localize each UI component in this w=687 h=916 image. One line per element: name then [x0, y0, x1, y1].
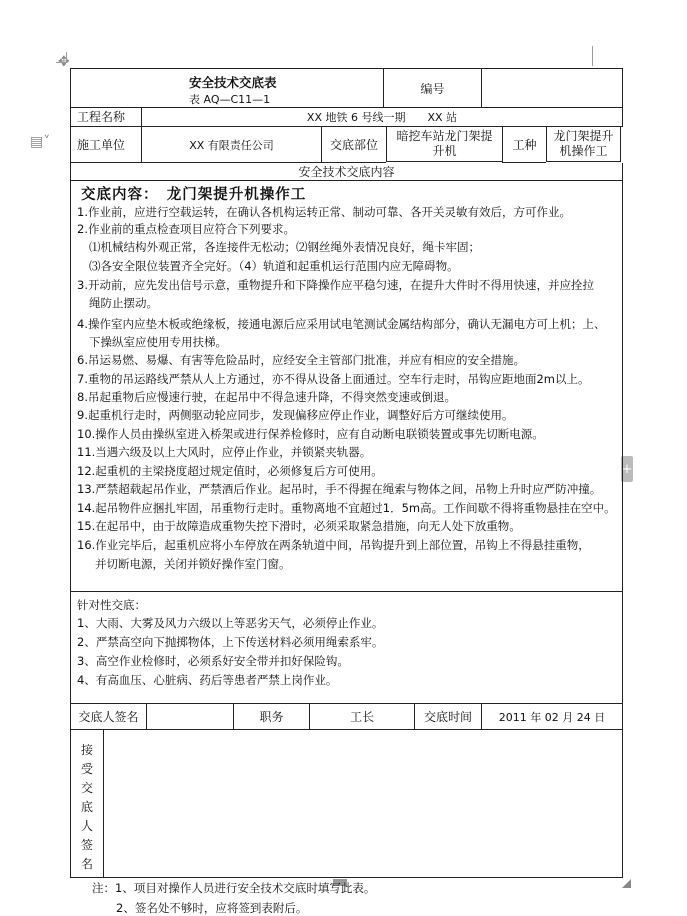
receiver-char: 名	[81, 857, 94, 871]
project-value[interactable]: XX 地铁 6 号线一期 XX 站	[141, 107, 623, 127]
signer-label: 交底人签名	[70, 703, 146, 730]
signer-value[interactable]	[146, 703, 233, 730]
header-title-cell	[70, 68, 383, 108]
receiver-char: 底	[81, 800, 94, 814]
targeted-title: 针对性交底：	[77, 598, 146, 612]
content-line: 3.开动前，应先发出信号示意，重物提升和下降操作应平稳匀速，在提升大件时不得用快速，并应拴拉	[77, 278, 594, 292]
content-line: 7.重物的吊运路线严禁从人上方通过，亦不得从设备上面通过。空车行走时，吊钩应距地面2m以上。	[77, 372, 590, 386]
content-line: 6.吊运易燃、易爆、有害等危险品时，应经安全主管部门批准，并应有相应的安全措施。	[77, 353, 525, 367]
time-value[interactable]: 2011 年 02 月 24 日	[481, 703, 623, 730]
content-line: 4.操作室内应垫木板或绝缘板，接通电源后应采用试电笔测试金属结构部分，确认无漏电方可上机；上、	[77, 317, 606, 331]
content-line: 12.起重机的主梁挠度超过规定值时，必须修复后方可使用。	[77, 464, 383, 478]
content-line: 16.作业完毕后，起重机应将小车停放在两条轨道中间，吊钩提升到上部位置，吊钩上不得悬挂重物，	[77, 538, 590, 552]
project-label: 工程名称	[70, 107, 141, 127]
content-body	[70, 181, 623, 591]
content-line: 11.当遇六级及以上大风时，应停止作业，并锁紧夹轨器。	[77, 445, 372, 459]
content-line: 并切断电源，关闭并锁好操作室门窗。	[95, 557, 291, 571]
content-line: 13.严禁超载起吊作业，严禁酒后作业。起吊时，手不得握在绳索与物体之间，吊物上升时应严防冲撞。	[77, 482, 602, 496]
paste-options-icon[interactable]: ▤˅	[30, 134, 51, 150]
content-line: 1.作业前，应进行空载运转，在确认各机构运转正常、制动可靠、各开关灵敏有效后，方可作业。	[77, 205, 571, 219]
content-line: 9.起重机行走时，两侧驱动轮应同步，发现偏移应停止作业，调整好后方可继续使用。	[77, 408, 514, 422]
content-line: 14.起吊物件应捆扎牢固，吊重物行走时。重物离地不宜超过1．5m高。工作间歇不得将重物悬挂在空中。	[77, 501, 616, 515]
position-value[interactable]: 工长	[309, 703, 414, 730]
receiver-char: 接	[81, 743, 94, 757]
receiver-char: 人	[81, 819, 94, 833]
content-line: ⑴机械结构外观正常，各连接件无松动；⑵钢丝绳外表情况良好，绳卡牢固；	[89, 240, 480, 254]
form-title: 安全技术交底表	[189, 75, 277, 90]
trade-value[interactable]: 龙门架提升机操作工	[546, 127, 621, 162]
side-expand-icon[interactable]: +	[621, 456, 633, 482]
form-code: 表 AQ—C11—1	[189, 93, 271, 106]
number-value[interactable]	[481, 68, 623, 108]
resize-handle-icon[interactable]	[622, 879, 631, 888]
unit-label: 施工单位	[70, 127, 141, 163]
crop-mark-top-right	[592, 46, 603, 66]
content-line: 15.在起吊中，由于故障造成重物失控下滑时，必须采取紧急措施，向无人处下放重物。	[77, 519, 521, 533]
number-label: 编号	[383, 68, 481, 108]
part-label: 交底部位	[321, 127, 386, 163]
receiver-char: 签	[81, 838, 94, 852]
content-line: ⑶各安全限位装置齐全完好。（4）轨道和起重机运行范围内应无障碍物。	[89, 259, 459, 273]
targeted-line: 1、大雨、大雾及风力六级以上等恶劣天气，必须停止作业。	[77, 616, 384, 630]
move-handle-icon[interactable]: ✥	[58, 54, 70, 70]
targeted-line: 3、高空作业检修时，必须系好安全带并扣好保险钩。	[77, 654, 349, 668]
content-line: 8.吊起重物后应慢速行驶，在起吊中不得急速升降，不得突然变速或倒退。	[77, 390, 456, 404]
content-line: 2.作业前的重点检查项目应符合下列要求。	[77, 222, 295, 236]
content-heading: 交底内容： 龙门架提升机操作工	[81, 186, 307, 203]
unit-value[interactable]: XX 有限责任公司	[141, 127, 321, 163]
position-label: 职务	[233, 703, 309, 730]
content-section-title: 安全技术交底内容	[70, 163, 623, 181]
receiver-signature-area[interactable]	[103, 729, 623, 878]
crop-mark-top-left	[56, 52, 67, 63]
content-line: 10.操作人员由操纵室进入桥架或进行保养检修时，应有自动断电联锁装置或事先切断电源。	[77, 427, 544, 441]
receiver-char: 受	[81, 762, 94, 776]
receiver-label	[70, 729, 103, 878]
note-line-2: 2、签名处不够时，应将签到表附后。	[116, 901, 308, 915]
content-line: 下操纵室应使用专用扶梯。	[89, 335, 227, 349]
targeted-line: 2、严禁高空向下抛掷物体，上下传送材料必须用绳索系牢。	[77, 635, 384, 649]
part-value[interactable]: 暗挖车站龙门架提升机	[386, 127, 502, 162]
targeted-line: 4、有高血压、心脏病、药后等患者严禁上岗作业。	[77, 673, 338, 687]
targeted-section	[70, 591, 623, 703]
time-label: 交底时间	[414, 703, 481, 730]
trade-label: 工种	[502, 127, 546, 163]
note-line-1: 注：1、项目对操作人员进行安全技术交底时填写此表。	[92, 881, 376, 895]
content-line: 绳防止摆动。	[89, 296, 158, 310]
receiver-char: 交	[81, 781, 94, 795]
